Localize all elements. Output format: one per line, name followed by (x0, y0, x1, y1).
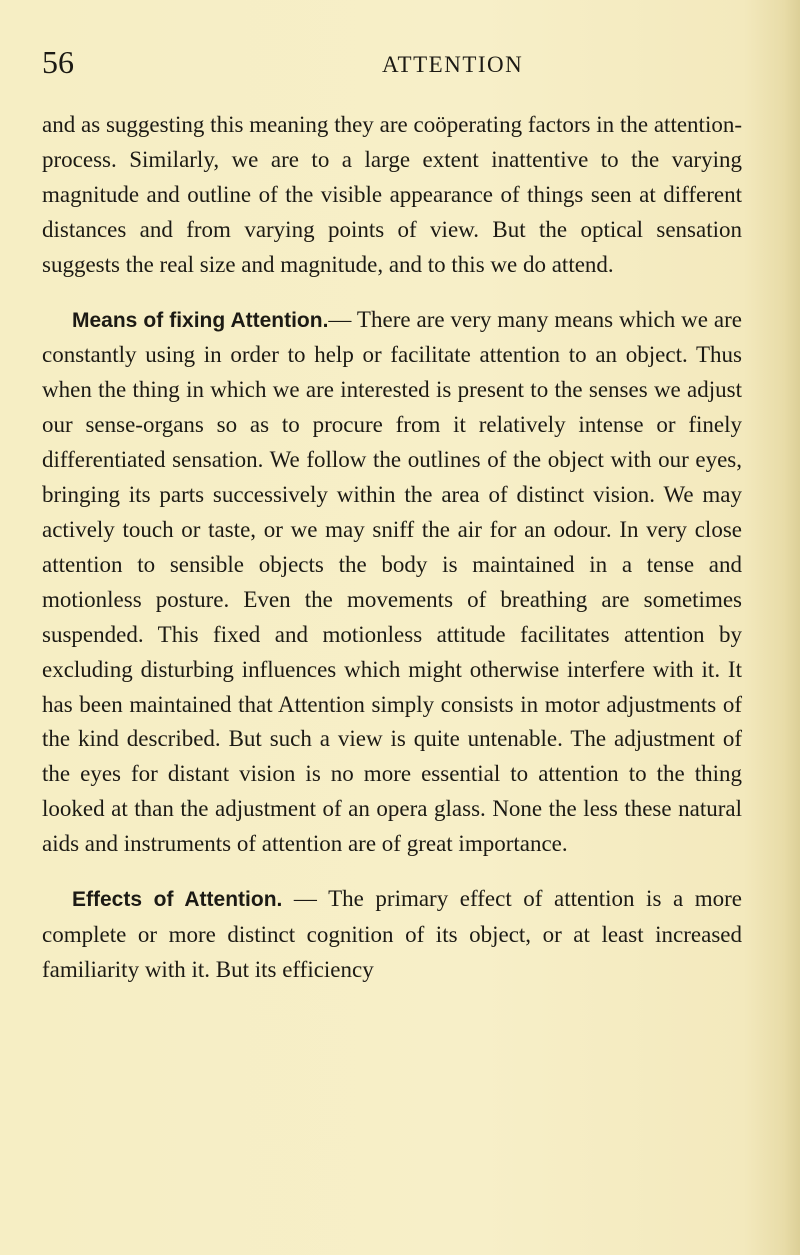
paragraph-means-of-fixing-attention (42, 303, 742, 863)
paragraph-text: and as suggesting this meaning they are coöperating factors in the attention-process. Similarly, we are to a large extent inattentive to the varying magnitude and outline of the visible appearance of things seen at different distances and from varying points of view. But the optical sensation suggests the real size and magnitude, and to this we do attend. (42, 112, 742, 277)
paragraph-effects-of-attention (42, 882, 742, 988)
running-head: ATTENTION (382, 52, 524, 77)
page-number: 56 (42, 44, 74, 80)
page-body (42, 108, 742, 988)
section-heading-means: Means of fixing Attention. (72, 308, 329, 332)
section-heading-effects: Effects of Attention. (72, 888, 283, 912)
paragraph-continuation (42, 108, 742, 283)
paragraph-text: — The primary effect of attention is a more complete or more distinct cognition of its object, or at least increased familiarity with it. But its efficiency (42, 886, 742, 982)
paragraph-text: — There are very many means which we are constantly using in order to help or facilitate attention to an object. Thus when the thing in which we are interested is present to the senses we adjust our sense-organs so as to procure from it relatively intense or finely differentiated sensation. We follow the outlines of the object with our eyes, bringing its parts successively within the area of distinct vision. We may actively touch or taste, or we may sniff the air for an odour. In very close attention to sensible objects the body is maintained in a tense and motionless posture. Even the movements of breathing are sometimes suspended. This fixed and motionless attitude facilitates attention by excluding disturbing influences which might otherwise interfere with it. It has been maintained that Attention simply consists in motor adjustments of the kind described. But such a view is quite untenable. The adjustment of the eyes for distant vision is no more essential to attention to the thing looked at than the adjustment of an opera glass. None the less these natural aids and instruments of attention are of great importance. (42, 306, 742, 857)
page-header (42, 46, 772, 86)
